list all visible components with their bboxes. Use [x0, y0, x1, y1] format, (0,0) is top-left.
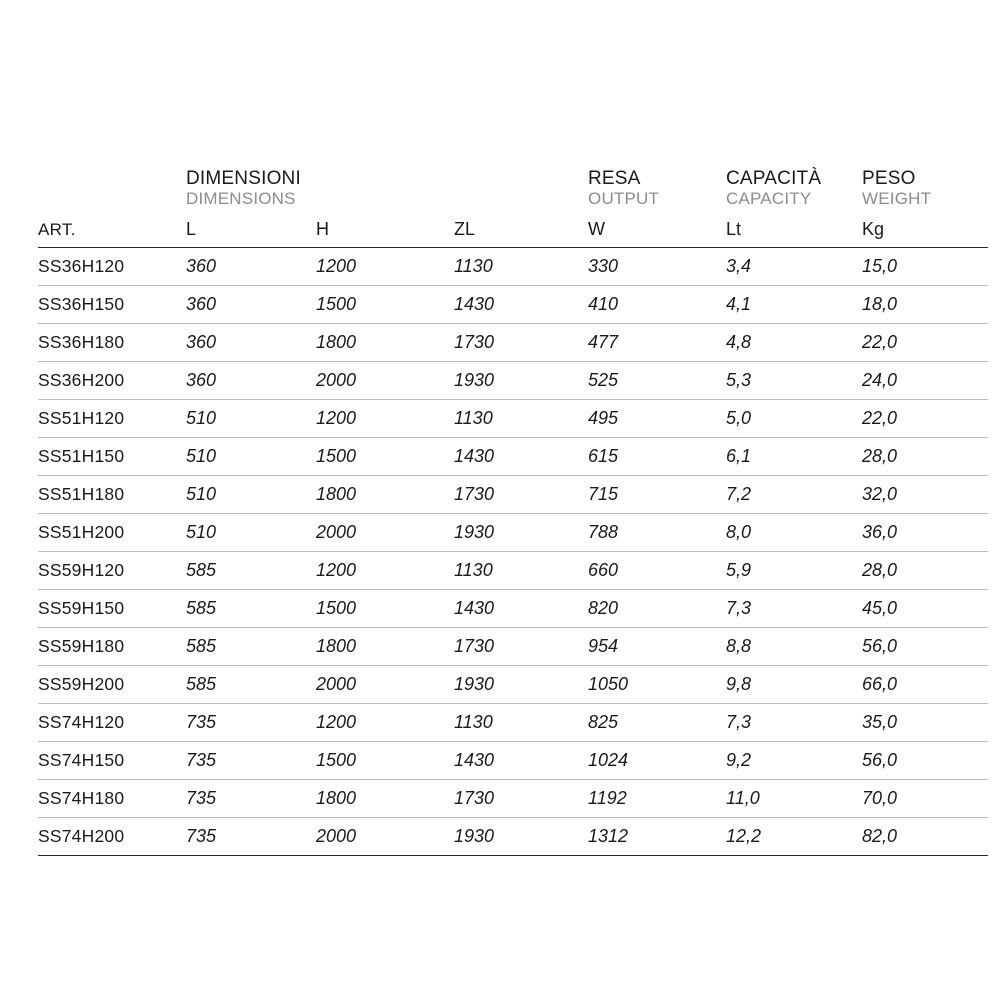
- table-header: [38, 168, 988, 248]
- column-header-kg: Kg: [862, 214, 988, 248]
- cell-kg: 22,0: [862, 324, 988, 362]
- cell-kg: 18,0: [862, 286, 988, 324]
- cell-h: 1800: [316, 628, 454, 666]
- table-row: [38, 476, 988, 514]
- cell-w: 1192: [588, 780, 726, 818]
- group-header-output: [588, 168, 726, 214]
- cell-h: 1800: [316, 324, 454, 362]
- cell-l: 585: [186, 666, 316, 704]
- cell-w: 615: [588, 438, 726, 476]
- cell-zl: 1430: [454, 742, 588, 780]
- cell-kg: 70,0: [862, 780, 988, 818]
- cell-art: SS51H150: [38, 438, 186, 476]
- group-header-dimensions: [186, 168, 588, 214]
- cell-l: 510: [186, 438, 316, 476]
- cell-kg: 28,0: [862, 552, 988, 590]
- cell-kg: 45,0: [862, 590, 988, 628]
- cell-zl: 1130: [454, 400, 588, 438]
- cell-art: SS36H120: [38, 248, 186, 286]
- group-header-row: [38, 168, 988, 214]
- column-header-art: ART.: [38, 214, 186, 248]
- cell-zl: 1930: [454, 818, 588, 856]
- cell-lt: 9,2: [726, 742, 862, 780]
- table-row: [38, 704, 988, 742]
- table-row: [38, 742, 988, 780]
- cell-w: 1024: [588, 742, 726, 780]
- table-row: [38, 514, 988, 552]
- cell-w: 495: [588, 400, 726, 438]
- table-row: [38, 362, 988, 400]
- table-row: [38, 780, 988, 818]
- cell-h: 1500: [316, 286, 454, 324]
- cell-art: SS36H200: [38, 362, 186, 400]
- cell-zl: 1430: [454, 438, 588, 476]
- cell-art: SS74H180: [38, 780, 186, 818]
- cell-kg: 24,0: [862, 362, 988, 400]
- cell-w: 820: [588, 590, 726, 628]
- group-label-en: OUTPUT: [588, 189, 660, 209]
- cell-zl: 1130: [454, 704, 588, 742]
- cell-lt: 5,3: [726, 362, 862, 400]
- cell-w: 660: [588, 552, 726, 590]
- cell-art: SS59H150: [38, 590, 186, 628]
- cell-l: 585: [186, 552, 316, 590]
- specifications-table: [38, 168, 988, 856]
- cell-zl: 1730: [454, 476, 588, 514]
- cell-l: 585: [186, 590, 316, 628]
- cell-kg: 82,0: [862, 818, 988, 856]
- cell-lt: 6,1: [726, 438, 862, 476]
- cell-lt: 8,8: [726, 628, 862, 666]
- table-row: [38, 818, 988, 856]
- cell-l: 735: [186, 818, 316, 856]
- cell-h: 2000: [316, 514, 454, 552]
- cell-l: 510: [186, 514, 316, 552]
- cell-zl: 1130: [454, 552, 588, 590]
- cell-w: 1312: [588, 818, 726, 856]
- table-row: [38, 248, 988, 286]
- cell-lt: 5,0: [726, 400, 862, 438]
- cell-w: 825: [588, 704, 726, 742]
- cell-l: 735: [186, 704, 316, 742]
- group-label-it: PESO: [862, 168, 916, 189]
- cell-w: 715: [588, 476, 726, 514]
- cell-kg: 56,0: [862, 742, 988, 780]
- cell-kg: 22,0: [862, 400, 988, 438]
- cell-h: 1200: [316, 248, 454, 286]
- group-label-en: WEIGHT: [862, 189, 932, 209]
- cell-w: 1050: [588, 666, 726, 704]
- column-header-lt: Lt: [726, 214, 862, 248]
- cell-zl: 1130: [454, 248, 588, 286]
- cell-kg: 28,0: [862, 438, 988, 476]
- table-row: [38, 628, 988, 666]
- group-label-en: DIMENSIONS: [186, 189, 296, 209]
- cell-zl: 1730: [454, 324, 588, 362]
- column-header-zl: ZL: [454, 214, 588, 248]
- table-row: [38, 324, 988, 362]
- cell-h: 1200: [316, 552, 454, 590]
- cell-kg: 35,0: [862, 704, 988, 742]
- cell-lt: 3,4: [726, 248, 862, 286]
- cell-art: SS59H120: [38, 552, 186, 590]
- cell-art: SS51H180: [38, 476, 186, 514]
- group-label-it: CAPACITÀ: [726, 168, 822, 189]
- cell-lt: 7,3: [726, 704, 862, 742]
- cell-l: 735: [186, 780, 316, 818]
- cell-kg: 32,0: [862, 476, 988, 514]
- cell-art: SS74H150: [38, 742, 186, 780]
- cell-art: SS51H120: [38, 400, 186, 438]
- group-header-empty: [38, 168, 186, 214]
- cell-w: 788: [588, 514, 726, 552]
- group-label-it: DIMENSIONI: [186, 168, 301, 189]
- cell-art: SS74H200: [38, 818, 186, 856]
- cell-zl: 1730: [454, 780, 588, 818]
- group-header-weight: [862, 168, 988, 214]
- cell-zl: 1930: [454, 362, 588, 400]
- cell-l: 360: [186, 248, 316, 286]
- cell-w: 410: [588, 286, 726, 324]
- cell-l: 510: [186, 400, 316, 438]
- cell-h: 1200: [316, 704, 454, 742]
- cell-art: SS36H180: [38, 324, 186, 362]
- cell-h: 1800: [316, 476, 454, 514]
- cell-l: 510: [186, 476, 316, 514]
- cell-lt: 5,9: [726, 552, 862, 590]
- cell-lt: 7,2: [726, 476, 862, 514]
- cell-lt: 4,1: [726, 286, 862, 324]
- cell-h: 2000: [316, 666, 454, 704]
- cell-w: 330: [588, 248, 726, 286]
- cell-h: 1800: [316, 780, 454, 818]
- cell-h: 1200: [316, 400, 454, 438]
- cell-kg: 66,0: [862, 666, 988, 704]
- cell-zl: 1730: [454, 628, 588, 666]
- cell-kg: 36,0: [862, 514, 988, 552]
- cell-zl: 1930: [454, 666, 588, 704]
- cell-h: 2000: [316, 362, 454, 400]
- table-row: [38, 552, 988, 590]
- group-header-capacity: [726, 168, 862, 214]
- cell-lt: 7,3: [726, 590, 862, 628]
- group-label-it: RESA: [588, 168, 641, 189]
- cell-h: 1500: [316, 590, 454, 628]
- cell-w: 954: [588, 628, 726, 666]
- group-label-en: CAPACITY: [726, 189, 812, 209]
- column-header-l: L: [186, 214, 316, 248]
- cell-art: SS59H180: [38, 628, 186, 666]
- cell-w: 477: [588, 324, 726, 362]
- table-row: [38, 400, 988, 438]
- cell-l: 360: [186, 324, 316, 362]
- column-header-h: H: [316, 214, 454, 248]
- cell-kg: 15,0: [862, 248, 988, 286]
- cell-lt: 11,0: [726, 780, 862, 818]
- table-row: [38, 666, 988, 704]
- column-header-w: W: [588, 214, 726, 248]
- cell-zl: 1930: [454, 514, 588, 552]
- table-row: [38, 286, 988, 324]
- cell-art: SS51H200: [38, 514, 186, 552]
- cell-l: 735: [186, 742, 316, 780]
- cell-art: SS74H120: [38, 704, 186, 742]
- column-header-row: [38, 214, 988, 248]
- cell-zl: 1430: [454, 286, 588, 324]
- cell-h: 2000: [316, 818, 454, 856]
- cell-l: 360: [186, 362, 316, 400]
- cell-lt: 12,2: [726, 818, 862, 856]
- cell-l: 585: [186, 628, 316, 666]
- cell-h: 1500: [316, 438, 454, 476]
- table-row: [38, 438, 988, 476]
- cell-kg: 56,0: [862, 628, 988, 666]
- cell-lt: 8,0: [726, 514, 862, 552]
- cell-l: 360: [186, 286, 316, 324]
- cell-lt: 9,8: [726, 666, 862, 704]
- cell-h: 1500: [316, 742, 454, 780]
- cell-lt: 4,8: [726, 324, 862, 362]
- cell-zl: 1430: [454, 590, 588, 628]
- table-body: [38, 248, 988, 856]
- cell-art: SS59H200: [38, 666, 186, 704]
- cell-art: SS36H150: [38, 286, 186, 324]
- table-row: [38, 590, 988, 628]
- cell-w: 525: [588, 362, 726, 400]
